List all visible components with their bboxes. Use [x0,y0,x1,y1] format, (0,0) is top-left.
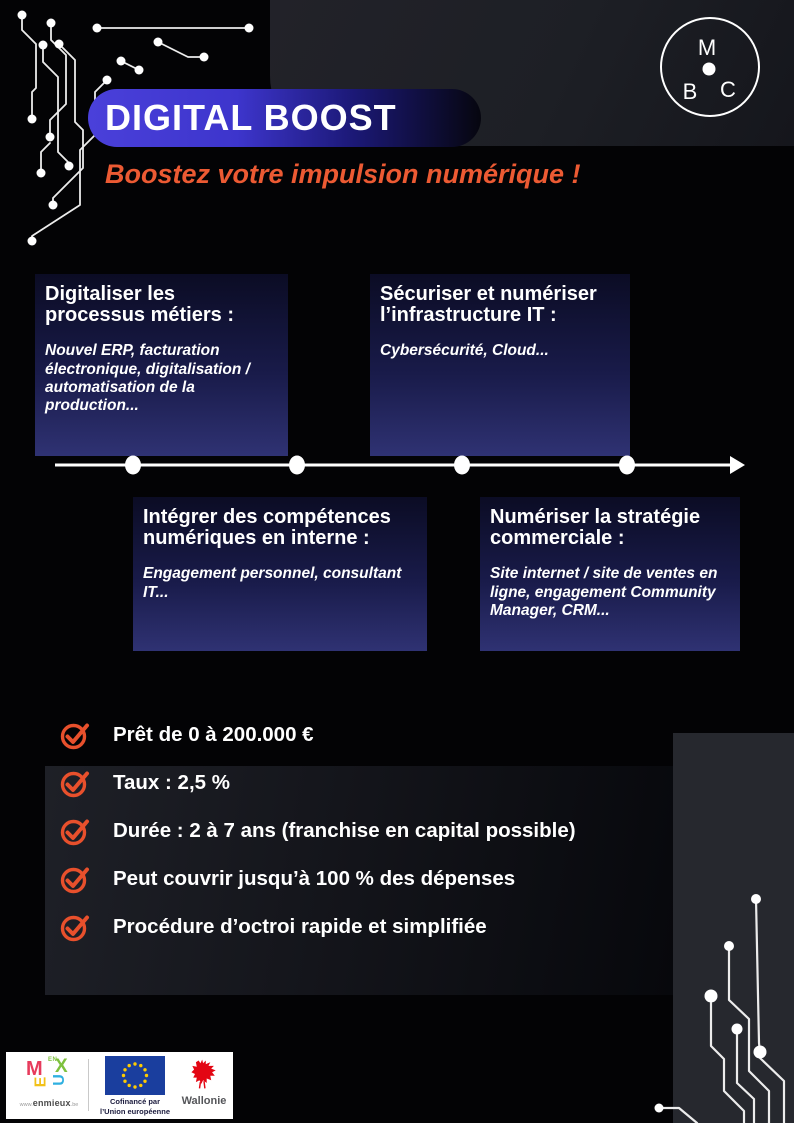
mbc-letter-m: M [697,35,717,60]
wallonie-logo [178,1053,230,1107]
title-banner [88,89,481,147]
benefit-text: Prêt de 0 à 200.000 € [113,723,314,746]
mbc-logo [658,15,763,120]
box-body: Cybersécurité, Cloud... [380,342,549,360]
benefit-item [60,719,314,751]
timeline-dot-2 [289,456,305,475]
mix-letter-x: X [55,1056,68,1077]
timeline-box-integrer [133,497,427,651]
timeline-box-digitaliser [35,274,288,456]
eu-cofunding-text: Cofinancé par l’Union européenne [99,1097,170,1116]
arrow-right-icon [730,456,745,474]
benefit-item [60,863,515,895]
check-circle-icon [60,912,91,943]
timeline-dot-1 [125,456,141,475]
mix-letters-en: EN [48,1057,58,1063]
box-heading: Digitaliser les processus métiers : [45,283,234,327]
benefit-text: Peut couvrir jusqu’à 100 % des dépenses [113,867,516,890]
timeline-dot-3 [454,456,470,475]
mbc-letter-c: C [720,77,736,102]
footer-divider [88,1059,89,1111]
box-body: Engagement personnel, consultant IT... [143,565,402,601]
timeline-box-securiser [370,274,630,456]
mix-letter-e-rotated: E [32,1076,50,1088]
benefit-text: Procédure d’octroi rapide et simplifiée [113,915,487,938]
enmieux-website: www.enmieux.be [19,1098,79,1108]
timeline-dot-4 [619,456,635,475]
page-title: DIGITAL BOOST [105,97,397,138]
benefit-text: Taux : 2,5 % [113,771,230,794]
benefit-item [60,911,487,943]
eu-cofunding-logo [99,1056,171,1117]
timeline-arrow [0,441,794,489]
wallonie-label: Wallonie [181,1095,227,1107]
box-heading: Intégrer des compétences numériques en interne : [143,506,391,550]
benefit-text: Durée : 2 à 7 ans (franchise en capital possible) [113,819,576,842]
eu-flag-icon [105,1056,165,1095]
page-subtitle: Boostez votre impulsion numérique ! [105,159,581,189]
mbc-letter-b: B [682,79,698,104]
enmieux-mix-logo [16,1057,82,1108]
check-circle-icon [60,720,91,751]
box-heading: Numériser la stratégie commerciale : [490,506,701,550]
footer-logo-bar [6,1052,233,1119]
box-heading: Sécuriser et numériser l’infrastructure IT : [380,283,597,327]
benefit-item [60,815,576,847]
box-body: Site internet / site de ventes en ligne, engagement Community Manager, CRM... [490,565,718,619]
mbc-center-dot [703,63,716,76]
check-circle-icon [60,864,91,895]
timeline-box-numeriser [480,497,740,651]
mix-letter-u-rotated: U [50,1074,68,1086]
check-circle-icon [60,768,91,799]
check-circle-icon [60,816,91,847]
bottom-right-panel [673,733,794,1123]
mix-letter-m: M [26,1058,43,1080]
box-body: Nouvel ERP, facturation électronique, digitalisation / automatisation de la production... [45,342,250,415]
benefit-item [60,767,230,799]
wallonie-rooster-icon [186,1053,222,1095]
